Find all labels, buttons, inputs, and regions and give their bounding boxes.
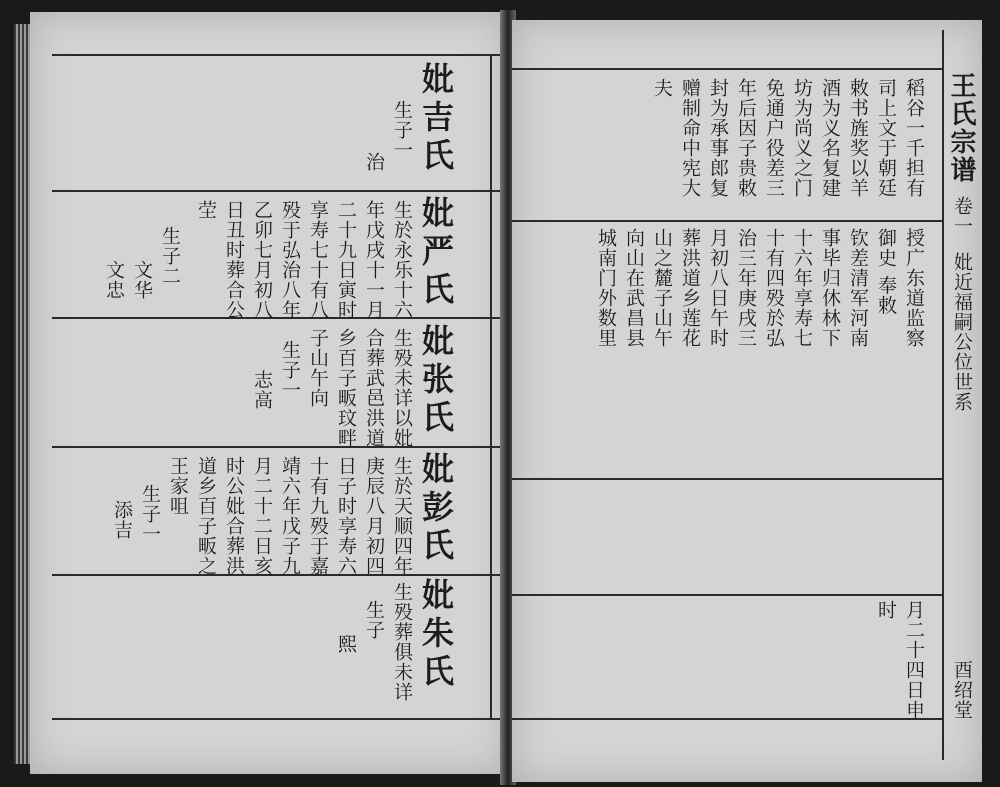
entry-son-name: 文华 [131,260,153,300]
entry-text: 乡百子畈玟畔 [335,328,357,448]
header-section: 妣近福嗣公位世系 [951,252,973,412]
entry-text: 免通户役差三 [763,78,785,198]
entry-sons: 生子 [363,600,385,640]
entry-text: 月二十二日亥 [251,456,273,576]
entry-text: 道乡百子畈之 [195,456,217,576]
entry-text: 生殁未详以妣 [391,328,413,448]
entry-text: 敕书旌奖以羊 [847,78,869,198]
entry-text: 二十九日寅时 [335,200,357,320]
left-page [30,12,508,774]
entry-text: 稻谷一千担有 [903,78,925,198]
entry-son-name: 熙 [335,634,357,654]
entry-text: 十六年享寿七 [791,228,813,348]
entry-title: 妣严氏 [417,196,455,310]
entry-text: 十有九殁于嘉 [307,456,329,576]
entry-text: 御史 奉敕 [875,228,897,316]
entry-son-name: 文忠 [103,260,125,300]
entry-text: 殁于弘治八年 [279,200,301,320]
entry-text: 年后因子贵敕 [735,78,757,198]
header-volume: 卷一 [951,196,973,236]
entry-text: 酒为义名复建 [819,78,841,198]
entry-text: 日子时享寿六 [335,456,357,576]
entry-sons: 生子一 [139,484,161,544]
rule-line [512,220,942,222]
entry-title: 妣朱氏 [417,578,455,692]
entry-text: 夫 [651,78,673,98]
entry-text: 事毕归休林下 [819,228,841,348]
entry-title: 妣吉氏 [417,62,455,176]
entry-text: 坊为尚义之门 [791,78,813,198]
entry-son-name: 志高 [251,370,273,410]
rule-line [512,68,942,70]
rule-line [512,718,942,720]
header-title: 王氏宗谱 [946,72,976,184]
entry-title: 妣张氏 [417,324,455,438]
rule-line [52,317,504,319]
entry-text: 王家咀 [167,456,189,516]
entry-title: 妣彭氏 [417,452,455,566]
rule-line [52,574,504,576]
entry-text: 日丑时葬合公 [223,200,245,320]
entry-text: 享寿七十有八 [307,200,329,320]
entry-text: 司上文于朝廷 [875,78,897,198]
entry-text: 月二十四日申 [903,600,925,720]
entry-sons: 生子一 [279,340,301,400]
rule-line [52,190,504,192]
entry-text: 十有四殁於弘 [763,228,785,348]
entry-text: 乙卯七月初八 [251,200,273,320]
entry-text: 城南门外数里 [595,228,617,348]
entry-sons: 生子一 [391,100,413,160]
hall-name: 酉绍堂 [951,660,973,720]
entry-text: 山之麓子山午 [651,228,673,348]
rule-line [52,446,504,448]
entry-text: 封为承事郎复 [707,78,729,198]
rule-line [942,30,944,760]
rule-line [52,718,504,720]
rule-line [512,594,942,596]
entry-text: 时公妣合葬洪 [223,456,245,576]
entry-text: 向山在武昌县 [623,228,645,348]
entry-text: 靖六年戊子九 [279,456,301,576]
entry-text: 治三年庚戌三 [735,228,757,348]
entry-text: 葬洪道乡莲花 [679,228,701,348]
entry-text: 月初八日午时 [707,228,729,348]
rule-line [490,54,492,718]
rule-line [512,478,942,480]
entry-text: 生於天顺四年 [391,456,413,576]
entry-text: 赠制命中宪大 [679,78,701,198]
entry-son-name: 治 [363,152,385,172]
rule-line [52,54,504,56]
entry-text: 授广东道监察 [903,228,925,348]
entry-text: 生於永乐十六 [391,200,413,320]
entry-son-name: 添吉 [111,500,133,540]
entry-text: 时 [875,600,897,620]
entry-text: 生殁葬俱未详 [391,582,413,702]
entry-text: 子山午向 [307,328,329,408]
entry-sons: 生子二 [159,226,181,286]
right-page [512,20,982,782]
entry-text: 茔 [195,200,217,220]
entry-text: 年戊戌十一月 [363,200,385,320]
entry-text: 钦差清军河南 [847,228,869,348]
entry-text: 庚辰八月初四 [363,456,385,576]
entry-text: 合葬武邑洪道 [363,328,385,448]
